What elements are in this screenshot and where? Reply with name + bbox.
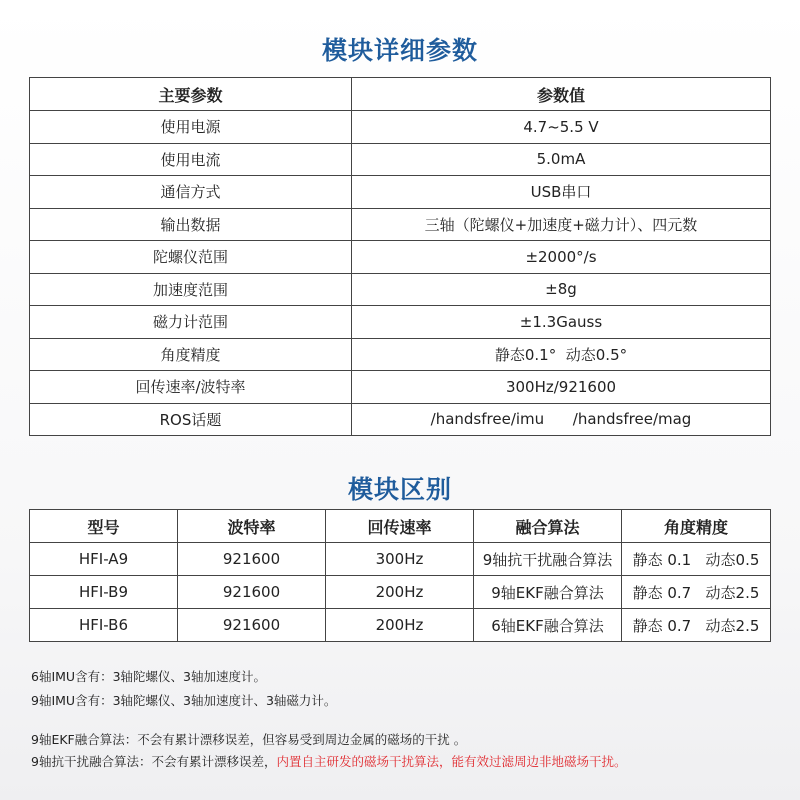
table-row bbox=[30, 273, 771, 306]
table-row bbox=[30, 609, 771, 642]
model-cell: 6轴EKF融合算法 bbox=[474, 609, 622, 642]
models-header-row bbox=[30, 510, 771, 543]
parameter-name-cell: 陀螺仪范围 bbox=[30, 241, 352, 274]
models-header-cell: 型号 bbox=[30, 510, 178, 543]
parameter-name-cell: ROS话题 bbox=[30, 403, 352, 436]
table-row bbox=[30, 403, 771, 436]
model-cell: 9轴EKF融合算法 bbox=[474, 576, 622, 609]
parameter-name-cell: 使用电流 bbox=[30, 143, 352, 176]
note-anti-interference bbox=[31, 752, 626, 770]
parameters-header-cell: 参数值 bbox=[352, 78, 771, 111]
parameter-value-cell: ±2000°/s bbox=[352, 241, 771, 274]
table-row bbox=[30, 143, 771, 176]
parameter-value-cell: 300Hz/921600 bbox=[352, 371, 771, 404]
model-cell: HFI-B6 bbox=[30, 609, 178, 642]
parameter-value-cell: 5.0mA bbox=[352, 143, 771, 176]
parameter-name-cell: 角度精度 bbox=[30, 338, 352, 371]
models-header-cell: 回传速率 bbox=[326, 510, 474, 543]
parameter-name-cell: 回传速率/波特率 bbox=[30, 371, 352, 404]
parameters-header-row bbox=[30, 78, 771, 111]
models-header-cell: 角度精度 bbox=[622, 510, 771, 543]
note-anti-interference-text: 9轴抗干扰融合算法：不会有累计漂移误差， bbox=[31, 754, 277, 769]
parameter-name-cell: 加速度范围 bbox=[30, 273, 352, 306]
parameter-value-cell: 静态0.1° 动态0.5° bbox=[352, 338, 771, 371]
model-cell: 静态 0.1 动态0.5 bbox=[622, 543, 771, 576]
model-cell: 921600 bbox=[178, 609, 326, 642]
parameter-value-cell: 4.7~5.5 V bbox=[352, 111, 771, 144]
table-row bbox=[30, 338, 771, 371]
models-table bbox=[29, 509, 771, 642]
model-cell: 9轴抗干扰融合算法 bbox=[474, 543, 622, 576]
models-header-cell: 融合算法 bbox=[474, 510, 622, 543]
model-cell: 300Hz bbox=[326, 543, 474, 576]
parameter-value-cell: USB串口 bbox=[352, 176, 771, 209]
parameter-value-cell: ±8g bbox=[352, 273, 771, 306]
model-cell: HFI-B9 bbox=[30, 576, 178, 609]
note-anti-interference-highlight: 内置自主研发的磁场干扰算法，能有效过滤周边非地磁场干扰。 bbox=[276, 754, 627, 769]
parameter-name-cell: 磁力计范围 bbox=[30, 306, 352, 339]
parameter-name-cell: 通信方式 bbox=[30, 176, 352, 209]
table-row bbox=[30, 543, 771, 576]
parameter-name-cell: 输出数据 bbox=[30, 208, 352, 241]
model-cell: 200Hz bbox=[326, 609, 474, 642]
model-cell: 921600 bbox=[178, 576, 326, 609]
models-header-cell: 波特率 bbox=[178, 510, 326, 543]
parameter-value-cell: /handsfree/imu /handsfree/mag bbox=[352, 403, 771, 436]
parameter-name-cell: 使用电源 bbox=[30, 111, 352, 144]
note-6axis: 6轴IMU含有：3轴陀螺仪、3轴加速度计。 bbox=[31, 669, 266, 684]
parameters-header-cell: 主要参数 bbox=[30, 78, 352, 111]
table-row bbox=[30, 306, 771, 339]
parameter-value-cell: 三轴（陀螺仪+加速度+磁力计）、四元数 bbox=[352, 208, 771, 241]
model-cell: 200Hz bbox=[326, 576, 474, 609]
parameter-value-cell: ±1.3Gauss bbox=[352, 306, 771, 339]
table-row bbox=[30, 111, 771, 144]
section-title-differences: 模块区别 bbox=[347, 475, 452, 504]
parameters-table bbox=[29, 77, 771, 436]
table-row bbox=[30, 371, 771, 404]
model-cell: 921600 bbox=[178, 543, 326, 576]
note-9axis: 9轴IMU含有：3轴陀螺仪、3轴加速度计、3轴磁力计。 bbox=[31, 693, 337, 708]
table-row bbox=[30, 241, 771, 274]
table-row bbox=[30, 576, 771, 609]
note-ekf: 9轴EKF融合算法：不会有累计漂移误差，但容易受到周边金属的磁场的干扰 。 bbox=[31, 732, 467, 747]
model-cell: HFI-A9 bbox=[30, 543, 178, 576]
table-row bbox=[30, 208, 771, 241]
model-cell: 静态 0.7 动态2.5 bbox=[622, 576, 771, 609]
model-cell: 静态 0.7 动态2.5 bbox=[622, 609, 771, 642]
table-row bbox=[30, 176, 771, 209]
section-title-parameters: 模块详细参数 bbox=[321, 36, 478, 65]
